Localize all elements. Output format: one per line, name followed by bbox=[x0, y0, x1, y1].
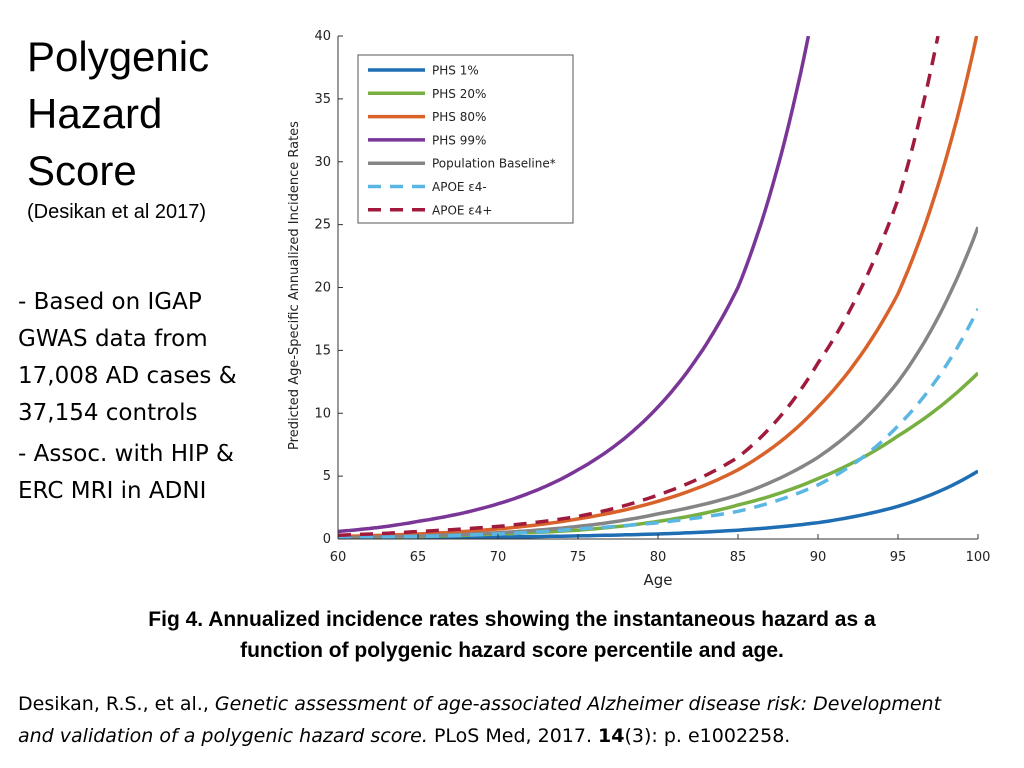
reference-issue-pages: (3): p. e1002258. bbox=[624, 725, 791, 747]
y-tick-label: 25 bbox=[314, 217, 331, 233]
legend-label: PHS 20% bbox=[432, 86, 487, 101]
x-tick-label: 65 bbox=[409, 550, 427, 565]
bullet-line: - Based on IGAP bbox=[18, 289, 202, 315]
series-line-5 bbox=[338, 309, 978, 538]
y-tick-label: 10 bbox=[314, 406, 331, 422]
bullet-line: - Assoc. with HIP & bbox=[18, 441, 234, 467]
reference-authors: Desikan, R.S., et al., bbox=[18, 693, 215, 715]
y-tick-label: 40 bbox=[314, 29, 331, 44]
legend-label: Population Baseline* bbox=[432, 156, 556, 171]
bullet-line: 17,008 AD cases & bbox=[18, 363, 237, 389]
y-tick-label: 0 bbox=[322, 532, 331, 547]
y-axis-title: Predicted Age-Specific Annualized Incidence Rates bbox=[287, 121, 302, 450]
series-line-4 bbox=[338, 227, 978, 538]
legend-label: APOE ε4+ bbox=[432, 203, 493, 218]
bullet-line: 37,154 controls bbox=[18, 400, 198, 426]
x-tick-label: 70 bbox=[489, 550, 507, 565]
legend-label: PHS 1% bbox=[432, 63, 479, 78]
figure-caption bbox=[0, 604, 1024, 666]
x-tick-label: 80 bbox=[649, 550, 667, 565]
reference-title-part: and validation of a polygenic hazard score. bbox=[18, 725, 428, 747]
series-line-0 bbox=[338, 471, 978, 538]
y-tick-label: 15 bbox=[314, 343, 331, 359]
slide-title-line: Hazard bbox=[27, 90, 163, 137]
caption-line: function of polygenic hazard score percentile and age. bbox=[240, 639, 784, 662]
slide-title-line: Polygenic bbox=[27, 33, 210, 80]
bullet-line: ERC MRI in ADNI bbox=[18, 478, 207, 504]
y-tick-label: 20 bbox=[314, 280, 331, 296]
legend-label: PHS 80% bbox=[432, 110, 487, 125]
x-tick-label: 95 bbox=[889, 550, 907, 565]
y-tick-label: 30 bbox=[314, 154, 331, 170]
legend-label: APOE ε4- bbox=[432, 180, 487, 194]
slide-subtitle: (Desikan et al 2017) bbox=[27, 201, 206, 223]
reference-citation bbox=[18, 688, 941, 752]
bullet-line: GWAS data from bbox=[18, 326, 208, 352]
x-tick-label: 75 bbox=[569, 550, 587, 565]
reference-volume: 14 bbox=[598, 725, 625, 747]
y-tick-label: 35 bbox=[314, 91, 331, 107]
x-tick-label: 85 bbox=[729, 550, 747, 565]
y-tick-label: 5 bbox=[322, 469, 331, 485]
legend-label: PHS 99% bbox=[432, 133, 487, 148]
reference-journal: PLoS Med, 2017. bbox=[427, 725, 599, 747]
caption-line: Fig 4. Annualized incidence rates showing the instantaneous hazard as a bbox=[148, 608, 876, 631]
x-tick-label: 60 bbox=[329, 550, 347, 565]
slide-title-line: Score bbox=[27, 147, 137, 194]
x-tick-label: 100 bbox=[965, 550, 991, 565]
x-axis-title: Age bbox=[643, 571, 673, 589]
reference-title-part: Genetic assessment of age-associated Alzheimer disease risk: Development bbox=[214, 693, 942, 715]
x-tick-label: 90 bbox=[809, 550, 827, 565]
